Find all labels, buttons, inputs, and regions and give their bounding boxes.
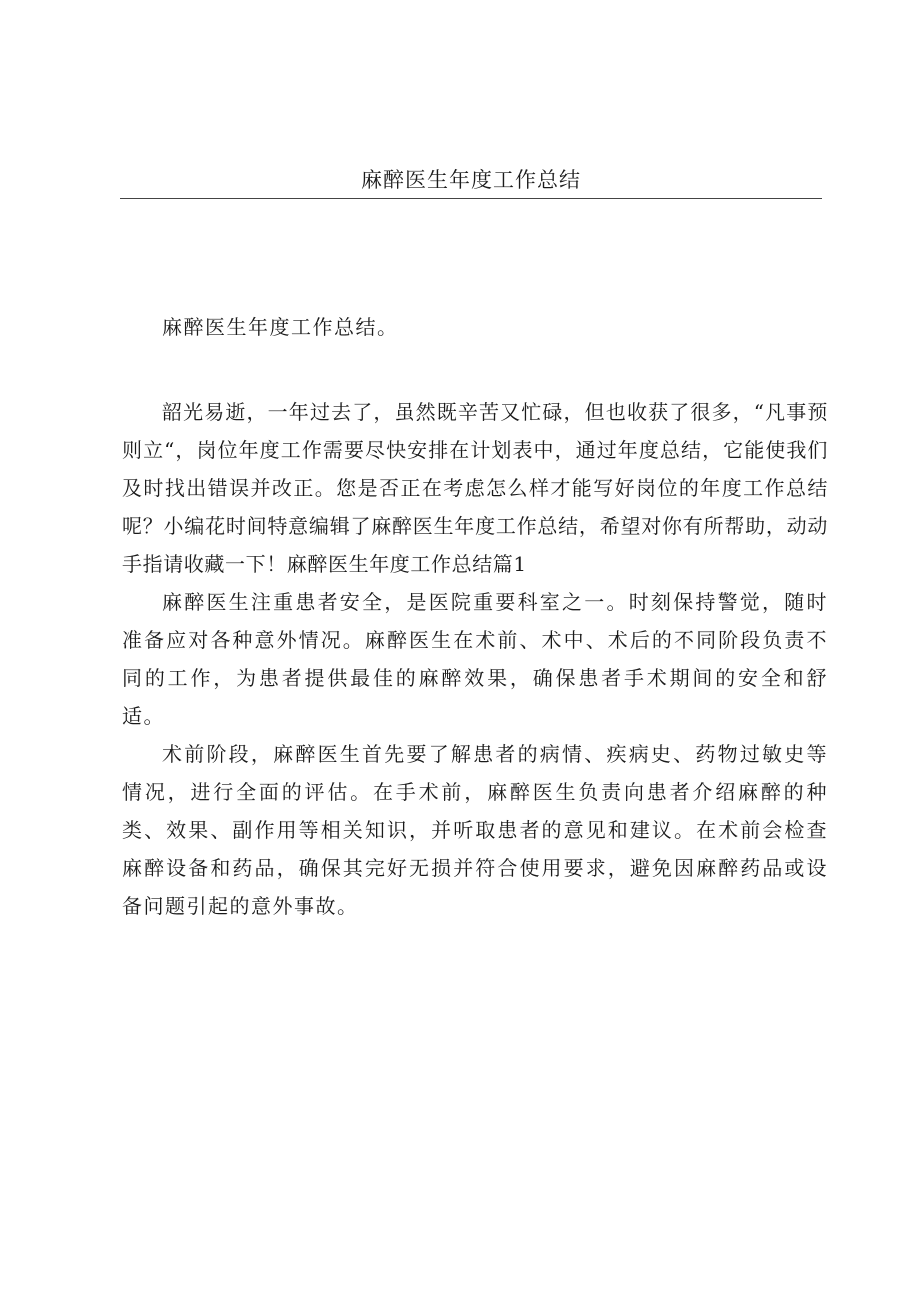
- document-body: [122, 308, 828, 925]
- lead-paragraph: 麻醉医生年度工作总结。: [162, 315, 399, 339]
- page-header: [120, 166, 822, 199]
- paragraph-preop: 术前阶段，麻醉医生首先要了解患者的病情、疾病史、药物过敏史等情况，进行全面的评估。在手术前，麻醉医生负责向患者介绍麻醉的种类、效果、副作用等相关知识，并听取患者的意见和建议。在术前会检查麻醉设备和药品，确保其完好无损并符合使用要求，避免因麻醉药品或设备问题引起的意外事故。: [122, 742, 828, 918]
- document-title: 麻醉医生年度工作总结: [361, 168, 581, 192]
- paragraph-safety: 麻醉医生注重患者安全，是医院重要科室之一。时刻保持警觉，随时准备应对各种意外情况。麻醉医生在术前、术中、术后的不同阶段负责不同的工作，为患者提供最佳的麻醉效果，确保患者手术期间的安全和舒适。: [122, 590, 828, 728]
- paragraph-intro: 韶光易逝，一年过去了，虽然既辛苦又忙碌，但也收获了很多，“凡事预则立“，岗位年度工作需要尽快安排在计划表中，通过年度总结，它能使我们及时找出错误并改正。您是否正在考虑怎么样才能写好岗位的年度工作总结呢？小编花时间特意编辑了麻醉医生年度工作总结，希望对你有所帮助，动动手指请收藏一下！麻醉医生年度工作总结篇1: [122, 400, 828, 576]
